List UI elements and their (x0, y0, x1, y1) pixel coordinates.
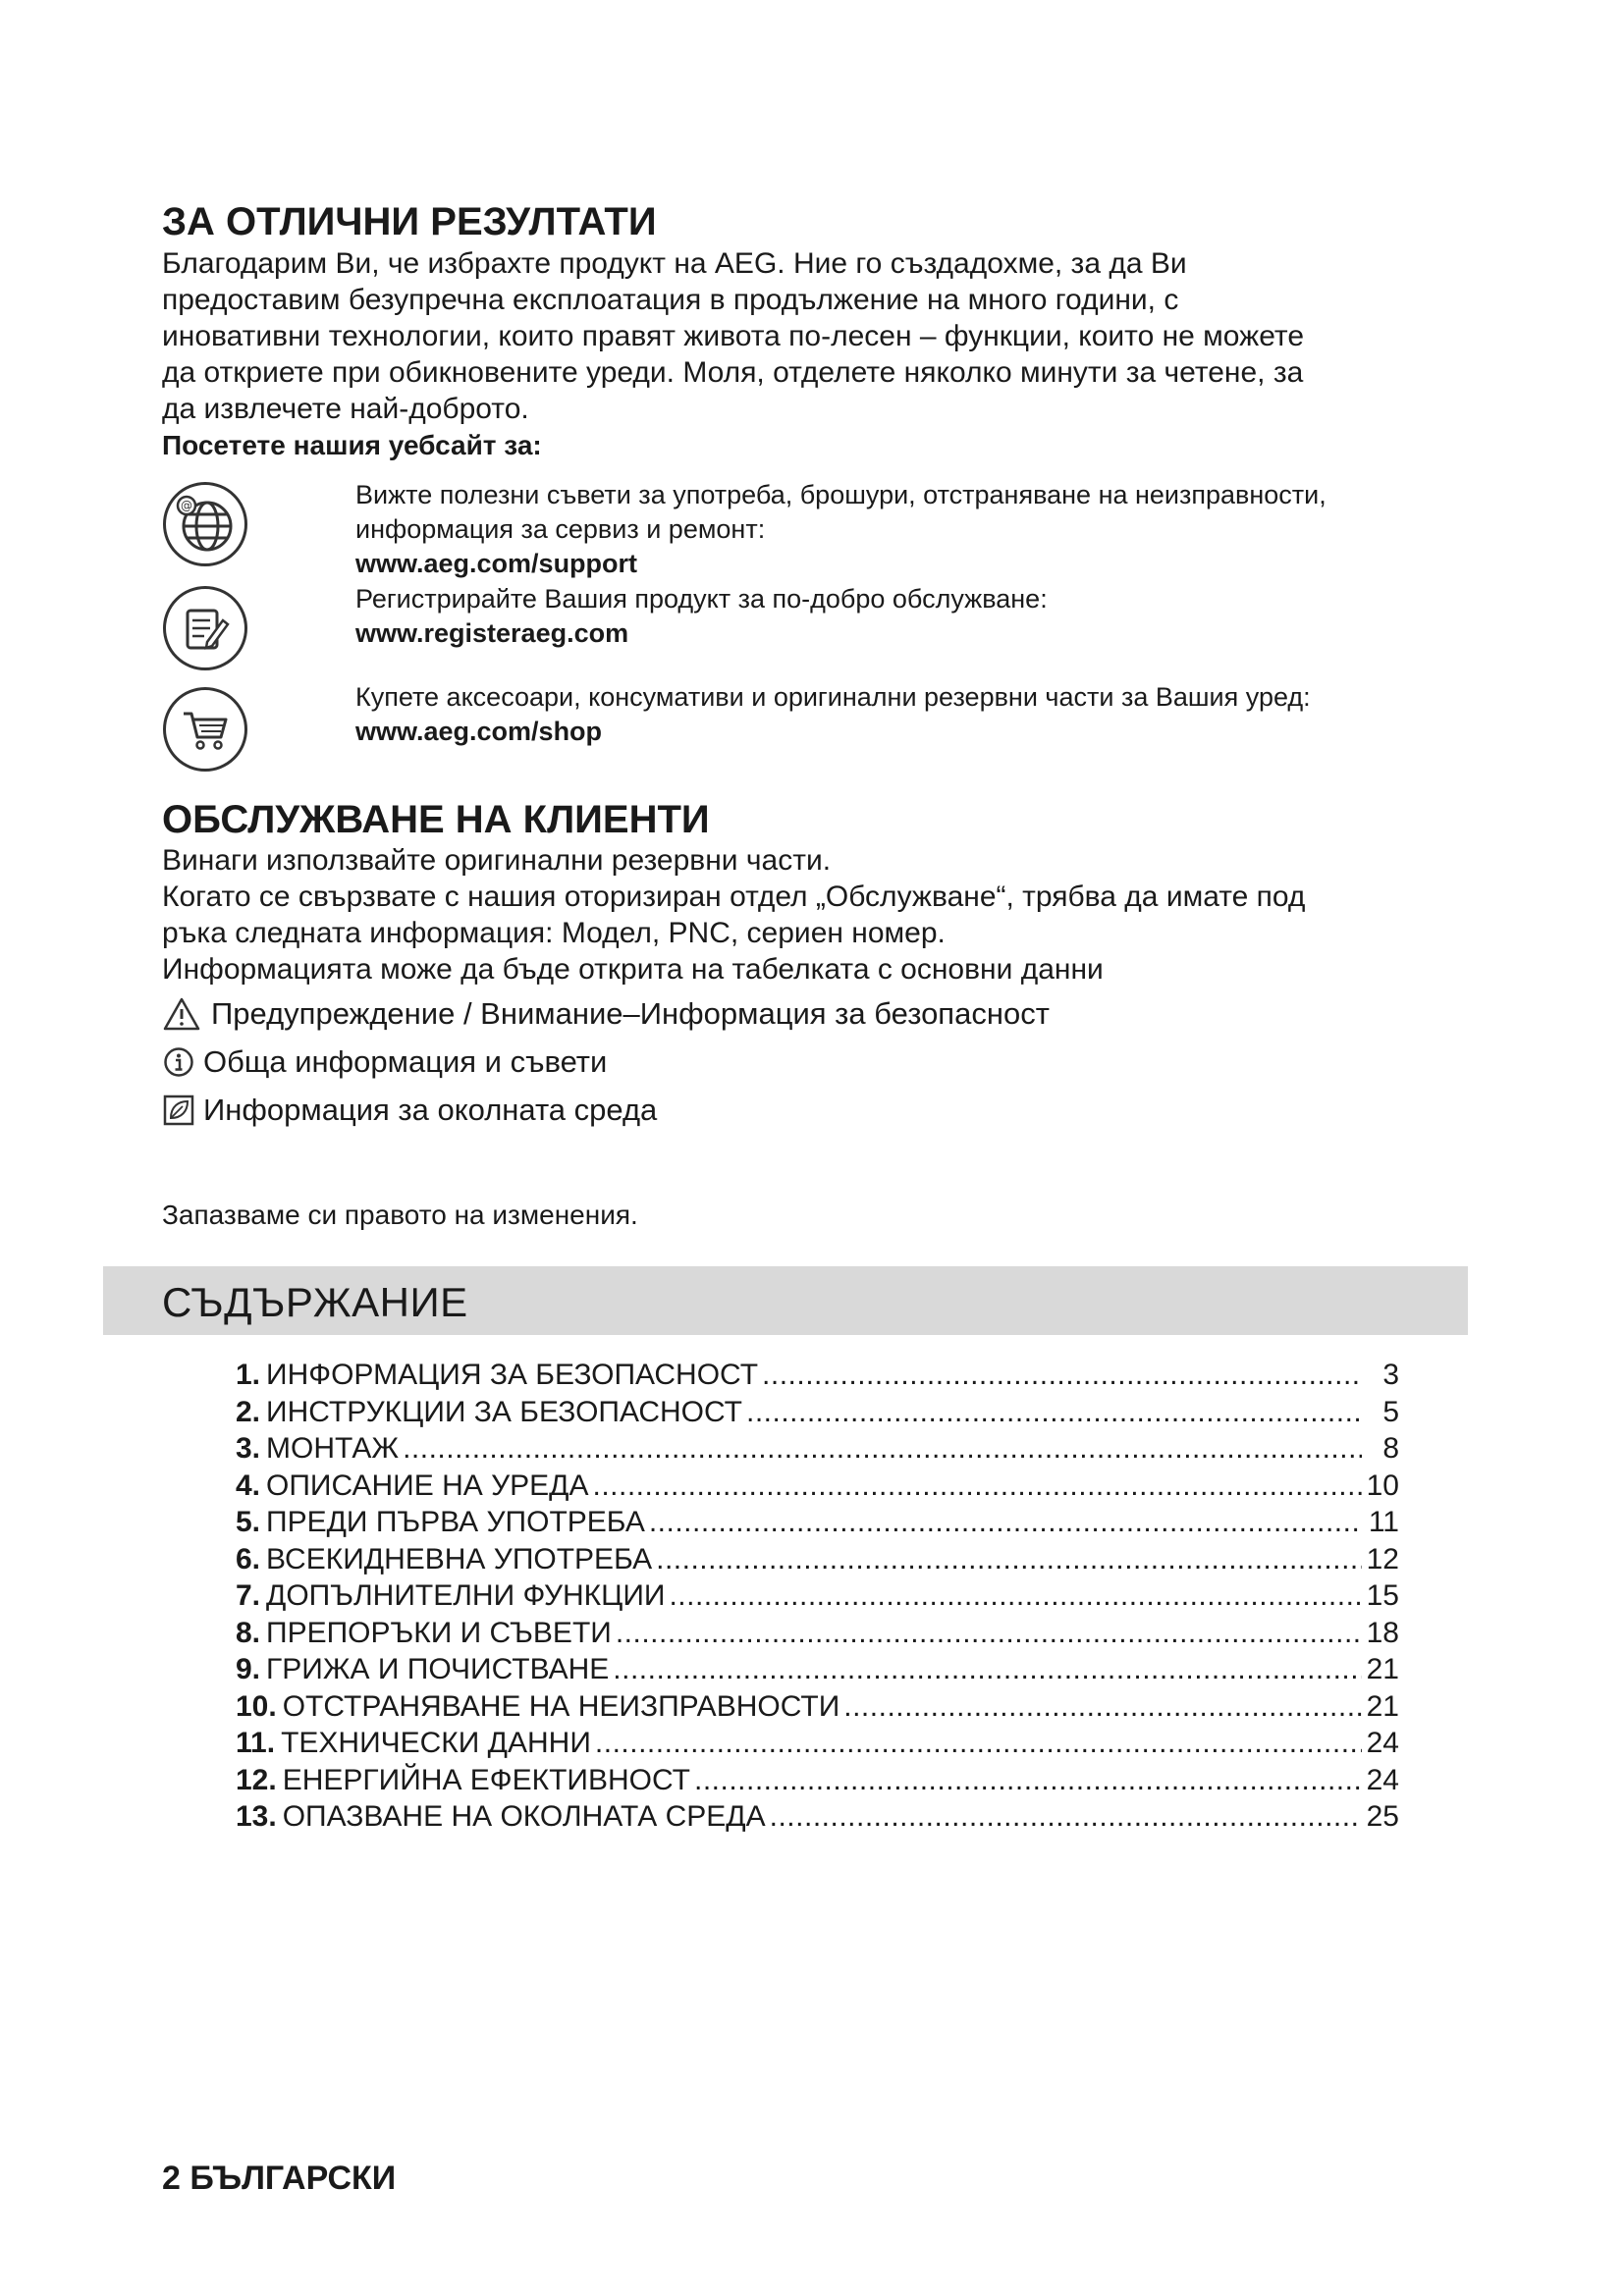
table-of-contents (236, 1357, 1399, 1836)
toc-number: 4. (236, 1468, 261, 1502)
toc-label: ТЕХНИЧЕСКИ ДАННИ (281, 1727, 591, 1759)
toc-entry[interactable] (236, 1394, 1399, 1431)
toc-number: 6. (236, 1542, 261, 1575)
toc-entry[interactable] (236, 1615, 1399, 1652)
intro-paragraph (162, 245, 1478, 427)
toc-label: ВСЕКИДНЕВНА УПОТРЕБА (266, 1542, 653, 1575)
legend-info (162, 1042, 607, 1082)
toc-number: 9. (236, 1653, 261, 1685)
toc-label: ДОПЪЛНИТЕЛНИ ФУНКЦИИ (266, 1579, 666, 1612)
toc-page: 15 (1366, 1579, 1399, 1612)
toc-leader-dots (746, 1394, 1362, 1431)
toc-page: 3 (1382, 1359, 1399, 1391)
site-support (355, 478, 1485, 581)
toc-label: ОТСТРАНЯВАНЕ НА НЕИЗПРАВНОСТИ (282, 1689, 840, 1723)
toc-leader-dots (843, 1688, 1362, 1726)
legend-text: Информация за околната среда (203, 1093, 658, 1127)
toc-page: 21 (1366, 1689, 1399, 1723)
toc-number: 11. (236, 1727, 276, 1759)
legend-environment (162, 1091, 657, 1130)
toc-label: ЕНЕРГИЙНА ЕФЕКТИВНОСТ (282, 1763, 690, 1796)
toc-label: ГРИЖА И ПОЧИСТВАНЕ (266, 1653, 610, 1685)
environment-leaf-icon (162, 1091, 195, 1130)
toc-number: 2. (236, 1395, 261, 1428)
site-desc-line: Регистрирайте Вашия продукт за по-добро обслужване: (355, 584, 1048, 614)
site-register (355, 582, 1485, 651)
register-link[interactable]: www.registeraeg.com (355, 618, 629, 648)
toc-entry[interactable] (236, 1725, 1399, 1762)
shopping-cart-icon (163, 687, 247, 772)
toc-label: ИНСТРУКЦИИ ЗА БЕЗОПАСНОСТ (266, 1395, 742, 1428)
toc-entry[interactable] (236, 1357, 1399, 1394)
page-footer: 2 БЪЛГАРСКИ (162, 2160, 397, 2197)
toc-entry[interactable] (236, 1798, 1399, 1836)
toc-entry[interactable] (236, 1541, 1399, 1578)
cs-line: Информацията може да бъде открита на табелката с основни данни (162, 953, 1104, 986)
toc-page: 24 (1366, 1727, 1399, 1759)
toc-leader-dots (616, 1615, 1362, 1652)
section-title-results: ЗА ОТЛИЧНИ РЕЗУЛТАТИ (162, 200, 657, 243)
legend-text: Обща информация и съвети (203, 1044, 608, 1079)
support-link[interactable]: www.aeg.com/support (355, 549, 638, 578)
toc-entry[interactable] (236, 1688, 1399, 1726)
warning-triangle-icon (162, 994, 201, 1034)
legend-warning (162, 994, 1050, 1034)
toc-number: 7. (236, 1579, 261, 1612)
toc-leader-dots (649, 1504, 1362, 1541)
toc-leader-dots (762, 1357, 1362, 1394)
toc-entry[interactable] (236, 1651, 1399, 1688)
toc-page: 10 (1366, 1468, 1399, 1502)
intro-line: да извлечете най-доброто. (162, 393, 529, 425)
toc-leader-dots (403, 1430, 1362, 1468)
toc-title: СЪДЪРЖАНИЕ (162, 1279, 468, 1325)
toc-label: ОПИСАНИЕ НА УРЕДА (266, 1468, 589, 1502)
site-desc-line: информация за сервиз и ремонт: (355, 514, 766, 544)
visit-website-label: Посетете нашия уебсайт за: (162, 430, 542, 460)
intro-line: Благодарим Ви, че избрахте продукт на AEG. Ние го създадохме, за да Ви (162, 247, 1187, 280)
svg-text:@: @ (181, 499, 192, 512)
customer-service-paragraph (162, 842, 1497, 988)
toc-entry[interactable] (236, 1577, 1399, 1615)
toc-leader-dots (613, 1651, 1362, 1688)
toc-page: 18 (1366, 1616, 1399, 1649)
toc-number: 1. (236, 1359, 261, 1391)
toc-number: 3. (236, 1432, 261, 1465)
intro-line: иновативни технологии, които правят живота по-лесен – функции, които не можете (162, 320, 1304, 352)
toc-page: 21 (1366, 1653, 1399, 1685)
cs-line: Когато се свързвате с нашия оторизиран отдел „Обслужване“, трябва да имате под (162, 881, 1306, 913)
toc-number: 13. (236, 1800, 277, 1833)
toc-label: ПРЕДИ ПЪРВА УПОТРЕБА (266, 1506, 645, 1538)
register-document-icon (163, 586, 247, 670)
toc-leader-dots (694, 1762, 1362, 1799)
globe-icon (163, 482, 247, 566)
cs-line: ръка следната информация: Модел, PNC, сериен номер. (162, 917, 946, 949)
toc-label: МОНТАЖ (266, 1432, 400, 1465)
toc-number: 12. (236, 1763, 277, 1796)
info-icon (162, 1042, 195, 1082)
site-desc-line: Вижте полезни съвети за употреба, брошури, отстраняване на неизправности, (355, 480, 1326, 509)
toc-number: 5. (236, 1506, 261, 1538)
toc-leader-dots (593, 1468, 1363, 1505)
reserve-rights-note: Запазваме си правото на изменения. (162, 1200, 638, 1230)
site-shop (355, 680, 1485, 749)
toc-label: ПРЕПОРЪКИ И СЪВЕТИ (266, 1616, 612, 1649)
toc-leader-dots (669, 1577, 1362, 1615)
toc-entry[interactable] (236, 1430, 1399, 1468)
cs-line: Винаги използвайте оригинални резервни части. (162, 844, 832, 877)
toc-entry[interactable] (236, 1504, 1399, 1541)
toc-page: 8 (1382, 1432, 1399, 1465)
toc-number: 8. (236, 1616, 261, 1649)
toc-page: 25 (1366, 1800, 1399, 1833)
toc-label: ОПАЗВАНЕ НА ОКОЛНАТА СРЕДА (282, 1800, 766, 1833)
toc-entry[interactable] (236, 1762, 1399, 1799)
legend-text: Предупреждение / Внимание–Информация за безопасност (211, 996, 1050, 1031)
site-desc-line: Купете аксесоари, консумативи и оригинални резервни части за Вашия уред: (355, 682, 1311, 712)
toc-page: 24 (1366, 1763, 1399, 1796)
toc-page: 11 (1368, 1506, 1399, 1538)
toc-label: ИНФОРМАЦИЯ ЗА БЕЗОПАСНОСТ (266, 1359, 759, 1391)
intro-line: предоставим безупречна експлоатация в продължение на много години, с (162, 284, 1179, 316)
shop-link[interactable]: www.aeg.com/shop (355, 717, 603, 746)
section-title-customer-service: ОБСЛУЖВАНЕ НА КЛИЕНТИ (162, 798, 710, 841)
toc-leader-dots (770, 1798, 1362, 1836)
toc-number: 10. (236, 1689, 277, 1723)
toc-leader-dots (595, 1725, 1362, 1762)
intro-line: да откриете при обикновените уреди. Моля, отделете няколко минути за четене, за (162, 356, 1304, 389)
toc-entry[interactable] (236, 1468, 1399, 1505)
toc-leader-dots (656, 1541, 1362, 1578)
toc-page: 5 (1382, 1395, 1399, 1428)
toc-page: 12 (1366, 1542, 1399, 1575)
